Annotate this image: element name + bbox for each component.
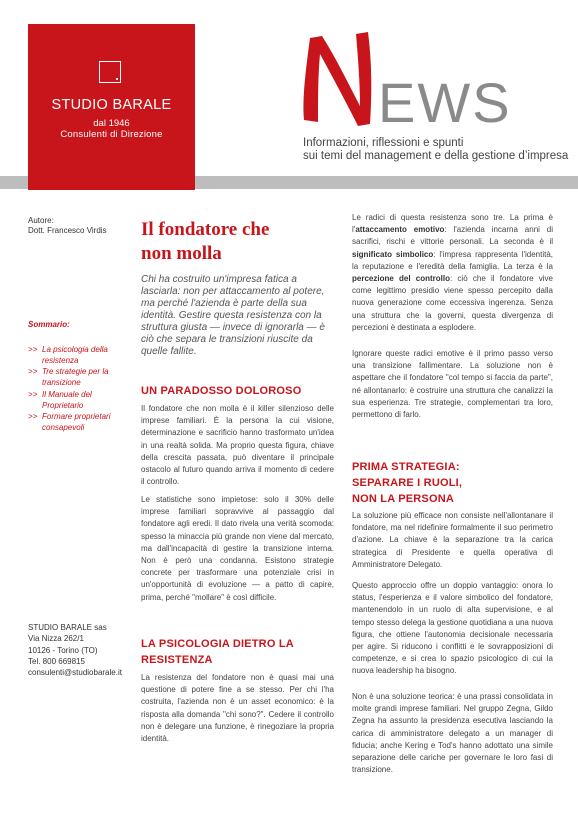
address-line: 10126 - Torino (TO)	[28, 645, 98, 655]
summary-arrow: >>	[28, 412, 38, 421]
article-title	[141, 218, 269, 266]
paragraph: Le radici di questa resistenza sono tre. La prima è l'attaccamento emotivo: l'azienda incarna anni di sacrifici, rischi e vittorie personali. La seconda è il significato simbolico: l'impresa rappresenta l'identità, la reputazione e l'eredità della famiglia. La terza è la percezione del controllo: ciò che il fondatore vive come legittimo presidio viene spesso percepito dalla nuova generazione come eccessiva ingerenza. Senza una struttura che la governi, questa divergenza di percezioni è destinata a esplodere.	[352, 213, 554, 332]
paragraph: La soluzione più efficace non consiste nell'allontanare il fondatore, ma nel ridefinire formalmente il suo perimetro d'azione. La chiave è la separazione tra la carica strategica di Presidente e quella operativa di Amministratore Delegato.	[352, 511, 553, 569]
paragraph: Questo approccio offre un doppio vantaggio: onora lo status, l'esperienza e il valore simbolico del fondatore, mantenendolo in un ruolo di alta supervisione, e al tempo stesso delega la gestione quotidiana a una nuova figura, che ottiene l'autonomia decisionale necessaria per agire. Si riducono i conflitti e le sovrapposizioni di competenze, e si crea lo spazio psicologico di cui la nuova leadership ha bisogno.	[352, 581, 553, 676]
summary-item-label: Tre strategie per la transizione	[42, 367, 109, 387]
address-line: Via Nizza 262/1	[28, 634, 84, 644]
tagline-line-1: Informazioni, riflessioni e spunti	[303, 137, 464, 149]
masthead-n-letter	[303, 32, 371, 126]
logo-name: STUDIO BARALE	[51, 97, 172, 113]
summary-item-label: La psicologia della resistenza	[42, 345, 108, 365]
studio-barale-logo	[28, 24, 195, 190]
emphasis: significato simbolico	[352, 249, 434, 259]
logo-subtitle: Consulenti di Direzione	[60, 129, 163, 140]
logo-square-icon	[99, 61, 121, 83]
paragraph: Il fondatore che non molla è il killer silenzioso delle imprese familiari. È la persona la cui visione, determinazione e sacrificio hanno trasformato un'idea in una realtà solida. Ma proprio questa figura, chiave della crescita passata, può diventare il principale ostacolo al futuro quando arriva il momento di cedere il controllo.	[141, 404, 334, 487]
article-title-line: non molla	[141, 243, 222, 264]
article-lead: Chi ha costruito un'impresa fatica a lasciarla: non per attaccamento al potere, ma perché l'azienda è parte della sua identità. Gestire questa resistenza con la struttura giusta — invece di ignorarla — è ciò che separa le transizioni riuscite da quelle fallite.	[141, 274, 325, 357]
summary-item[interactable]	[28, 412, 128, 433]
address-phone: Tel. 800 669815	[28, 656, 85, 666]
heading-line: PRIMA STRATEGIA:	[352, 461, 460, 473]
summary-item[interactable]	[28, 390, 128, 411]
tagline-line-2: sui temi del management e della gestione d’impresa	[303, 150, 569, 162]
section-heading-first-strategy	[352, 459, 553, 507]
summary-arrow: >>	[28, 367, 38, 376]
article-title-line: Il fondatore che	[141, 219, 270, 240]
summary-item[interactable]	[28, 345, 128, 366]
summary-arrow: >>	[28, 390, 38, 399]
author-name: Dott. Francesco Virdis	[28, 226, 107, 235]
news-masthead	[296, 28, 536, 136]
address-line: STUDIO BARALE sas	[28, 623, 107, 632]
heading-line: SEPARARE I RUOLI,	[352, 477, 463, 489]
summary-arrow: >>	[28, 345, 38, 354]
summary-item-label: Formare proprietari consapevoli	[42, 412, 111, 432]
emphasis: percezione del controllo	[352, 274, 450, 284]
section-heading-paradox: UN PARADOSSO DOLOROSO	[141, 385, 302, 397]
paragraph: La resistenza del fondatore non è quasi mai una questione di potere fine a se stesso. Per chi l'ha costruita, l'azienda non è un asset economico: è la risposta alla domanda "chi sono?". Cedere il controllo non è delegare una funzione, è rinegoziare la propria identità.	[141, 673, 334, 744]
paragraph: Non è una soluzione teorica: è una prassi consolidata in molte grandi imprese familiari. Nel gruppo Zegna, Gildo Zegna ha assunto la presidenza esecutiva lasciando la carica di amministratore delegato a un manager di fiducia; anche Kering e Tod's hanno adottato una simile separazione delle cariche per governare le loro fasi di transizione.	[352, 692, 553, 775]
paragraph: Le statistiche sono impietose: solo il 30% delle imprese familiari sopravvive al passaggio dal fondatore agli eredi. Il dato rivela una verità scomoda: spesso la minaccia più grande non viene dal mercato, ma dall'incapacità di gestire la transizione interna. Non è però una condanna. Esistono strategie concrete per trasformare una potenziale crisi in un'opportunità di evoluzione — a patto di capire, prima, perché "mollare" è così difficile.	[141, 495, 334, 602]
logo-since: dal 1946	[93, 118, 130, 129]
author-label: Autore:	[28, 216, 54, 225]
masthead-ews: EWS	[378, 71, 512, 134]
heading-line: RESISTENZA	[141, 654, 213, 666]
heading-line: NON LA PERSONA	[352, 493, 455, 505]
summary-item[interactable]	[28, 367, 128, 388]
address-email[interactable]: consulenti@studiobarale.it	[28, 668, 122, 678]
summary-item-label: Il Manuale del Proprietario	[42, 390, 92, 410]
company-address	[28, 622, 122, 678]
heading-line: LA PSICOLOGIA DIETRO LA	[141, 638, 294, 650]
section-heading-psychology	[141, 636, 334, 668]
summary-title: Sommario:	[28, 320, 70, 329]
paragraph: Ignorare queste radici emotive è il primo passo verso una transizione fallimentare. La soluzione non è aspettare che il fondatore "col tempo si faccia da parte", né allontanarlo: è costruire una struttura che canalizzi la sua esperienza. Tre strategie, complementari tra loro, permettono di farlo.	[352, 349, 553, 420]
emphasis: attaccamento emotivo	[355, 225, 445, 235]
